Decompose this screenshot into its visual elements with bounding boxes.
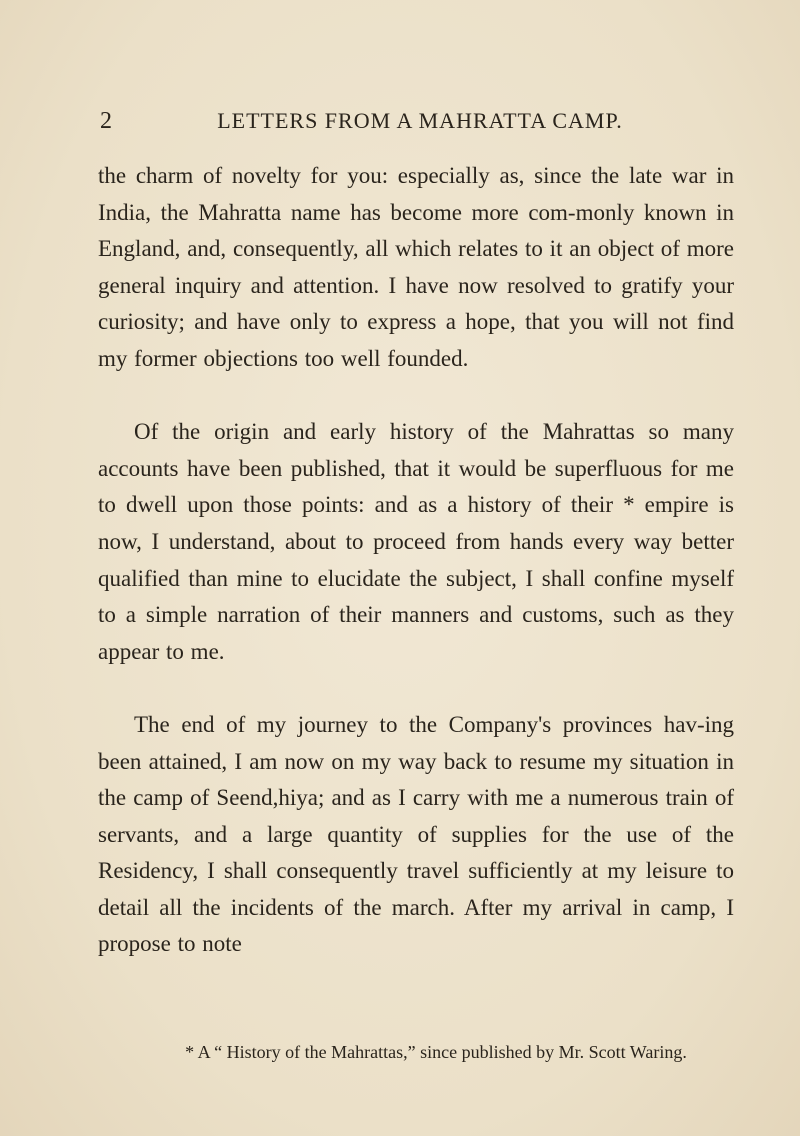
body-text: [98, 158, 734, 963]
page-number: 2: [100, 108, 113, 134]
page-header: [100, 108, 700, 138]
paragraph-2: Of the origin and early history of the Mahrattas so many accounts have been published, that it would be superfluous for me to dwell upon those points: and as a history of their * empire is now, I understand, about to proceed from hands every way better qualified than mine to elucidate the subject, I shall confine myself to a simple narration of their manners and customs, such as they appear to me.: [98, 419, 734, 664]
paragraph-3: The end of my journey to the Company's provinces hav-ing been attained, I am now on my way back to resume my situation in the camp of Seend,hiya; and as I carry with me a numerous train of servants, and a large quantity of supplies for the use of the Residency, I shall consequently travel sufficiently at my leisure to detail all the incidents of the march. After my arrival in camp, I propose to note: [98, 711, 734, 957]
running-head: LETTERS FROM A MAHRATTA CAMP.: [217, 108, 623, 133]
paragraph-1: the charm of novelty for you: especially as, since the late war in India, the Mahratta name has become more com-monly known in England, and, consequently, all which relates to it an object of more general inquiry and attention. I have now resolved to gratify your curiosity; and have only to express a hope, that you will not find my former objections too well founded.: [98, 163, 734, 371]
footnote: * A “ History of the Mahrattas,” since published by Mr. Scott Waring.: [185, 1042, 687, 1062]
